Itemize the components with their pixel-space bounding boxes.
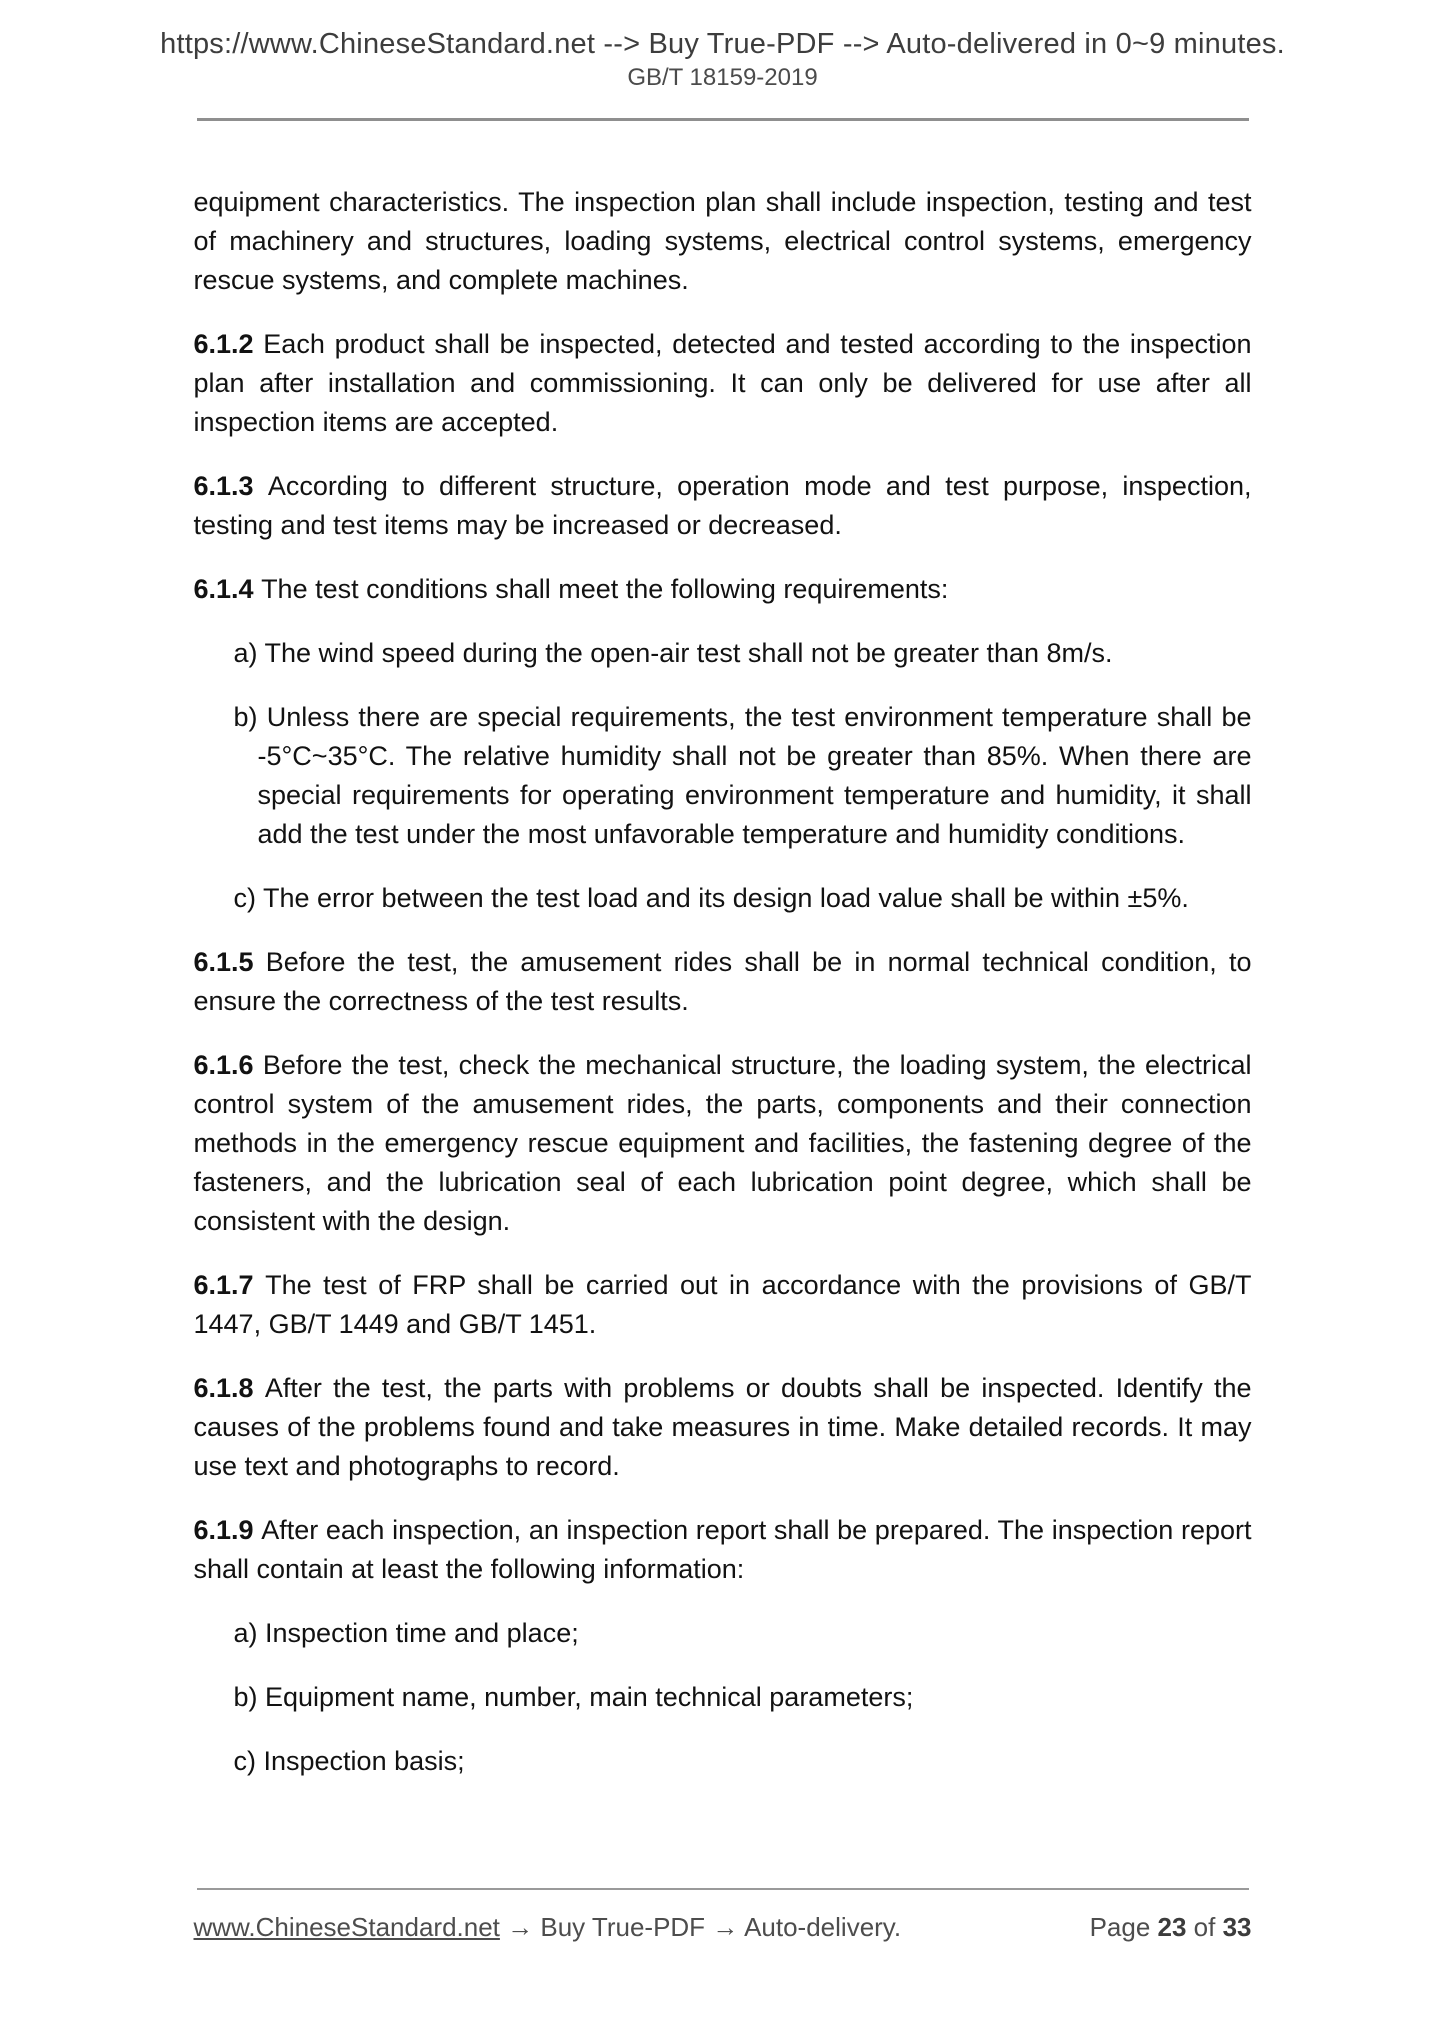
page-footer: [0, 1888, 1445, 1943]
list-item-marker: a): [233, 638, 265, 668]
paragraph-text: After each inspection, an inspection report shall be prepared. The inspection report shall contain at least the following information:: [193, 1515, 1252, 1584]
footer-row: [194, 1912, 1252, 1943]
section-number: 6.1.4: [193, 574, 262, 604]
paragraph: [194, 1046, 1252, 1241]
list-item: [234, 1742, 1252, 1781]
paragraph: [194, 1511, 1252, 1589]
paragraph-text: After the test, the parts with problems or doubts shall be inspected. Identify the causes of the problems found and take measures in time. Make detailed records. It may use text and photographs to record.: [193, 1373, 1252, 1481]
paragraph: [194, 943, 1252, 1021]
total-page-number: 33: [1222, 1912, 1252, 1942]
section-number: 6.1.8: [193, 1373, 265, 1403]
paragraph: [194, 570, 1252, 609]
list-item-marker: c): [233, 1746, 264, 1776]
footer-site-link[interactable]: www.ChineseStandard.net: [193, 1912, 500, 1942]
paragraph-text: Before the test, the amusement rides shall be in normal technical condition, to ensure the correctness of the test results.: [193, 947, 1252, 1016]
paragraph-text: The test of FRP shall be carried out in accordance with the provisions of GB/T 1447, GB/T 1449 and GB/T 1451.: [193, 1270, 1252, 1339]
page-indicator: [1090, 1912, 1252, 1943]
list-item-marker: b): [233, 702, 267, 732]
list-item-marker: a): [233, 1618, 266, 1648]
paragraph-text: Equipment name, number, main technical parameters;: [265, 1682, 914, 1712]
list-item: [234, 1678, 1252, 1717]
paragraph: [194, 467, 1252, 545]
section-number: 6.1.7: [193, 1270, 266, 1300]
footer-left: [194, 1912, 902, 1943]
paragraph-text: The test conditions shall meet the following requirements:: [261, 574, 949, 604]
paragraph-text: Unless there are special requirements, the test environment temperature shall be -5°C~35°C. The relative humidity shall not be greater than 85%. When there are special requirements for operating environment temperature and humidity, it shall add the test under the most unfavorable temperature and humidity conditions.: [257, 702, 1252, 849]
paragraph-text: According to different structure, operation mode and test purpose, inspection, testing and test items may be increased or decreased.: [193, 471, 1252, 540]
footer-delivery-text: → Buy True-PDF → Auto-delivery.: [499, 1912, 902, 1942]
paragraph: [194, 325, 1252, 442]
paragraph-text: Inspection basis;: [263, 1746, 465, 1776]
standard-number: GB/T 18159-2019: [627, 64, 818, 91]
list-item-marker: c): [233, 883, 264, 913]
page-header: [0, 0, 1445, 92]
list-item: [234, 1614, 1252, 1653]
footer-divider: [197, 1888, 1249, 1890]
header-url-text: https://www.ChineseStandard.net --> Buy True-PDF --> Auto-delivered in 0~9 minutes.: [160, 28, 1285, 60]
section-number: 6.1.5: [193, 947, 266, 977]
paragraph-text: The error between the test load and its design load value shall be within ±5%.: [263, 883, 1189, 913]
section-number: 6.1.2: [193, 329, 264, 359]
paragraph: [194, 1266, 1252, 1344]
paragraph: [194, 1369, 1252, 1486]
paragraph-text: The wind speed during the open-air test shall not be greater than 8m/s.: [264, 638, 1113, 668]
page-label: Page: [1089, 1912, 1158, 1942]
paragraph-text: Each product shall be inspected, detected and tested according to the inspection plan after installation and commissioning. It can only be delivered for use after all inspection items are accepted.: [193, 329, 1252, 437]
paragraph: [194, 183, 1252, 300]
section-number: 6.1.3: [193, 471, 268, 501]
document-body: [194, 121, 1252, 1781]
section-number: 6.1.9: [193, 1515, 262, 1545]
list-item: [234, 879, 1252, 918]
paragraph-text: Before the test, check the mechanical structure, the loading system, the electrical control system of the amusement rides, the parts, components and their connection methods in the emergency rescue equipment and facilities, the fastening degree of the fasteners, and the lubrication seal of each lubrication point degree, which shall be consistent with the design.: [193, 1050, 1252, 1236]
list-item-marker: b): [233, 1682, 266, 1712]
paragraph-text: Inspection time and place;: [265, 1618, 579, 1648]
section-number: 6.1.6: [193, 1050, 263, 1080]
current-page-number: 23: [1157, 1912, 1187, 1942]
paragraph-text: equipment characteristics. The inspection plan shall include inspection, testing and test of machinery and structures, loading systems, electrical control systems, emergency rescue systems, and complete machines.: [193, 187, 1252, 295]
of-label: of: [1186, 1912, 1223, 1942]
list-item: [234, 634, 1252, 673]
list-item: [234, 698, 1252, 854]
